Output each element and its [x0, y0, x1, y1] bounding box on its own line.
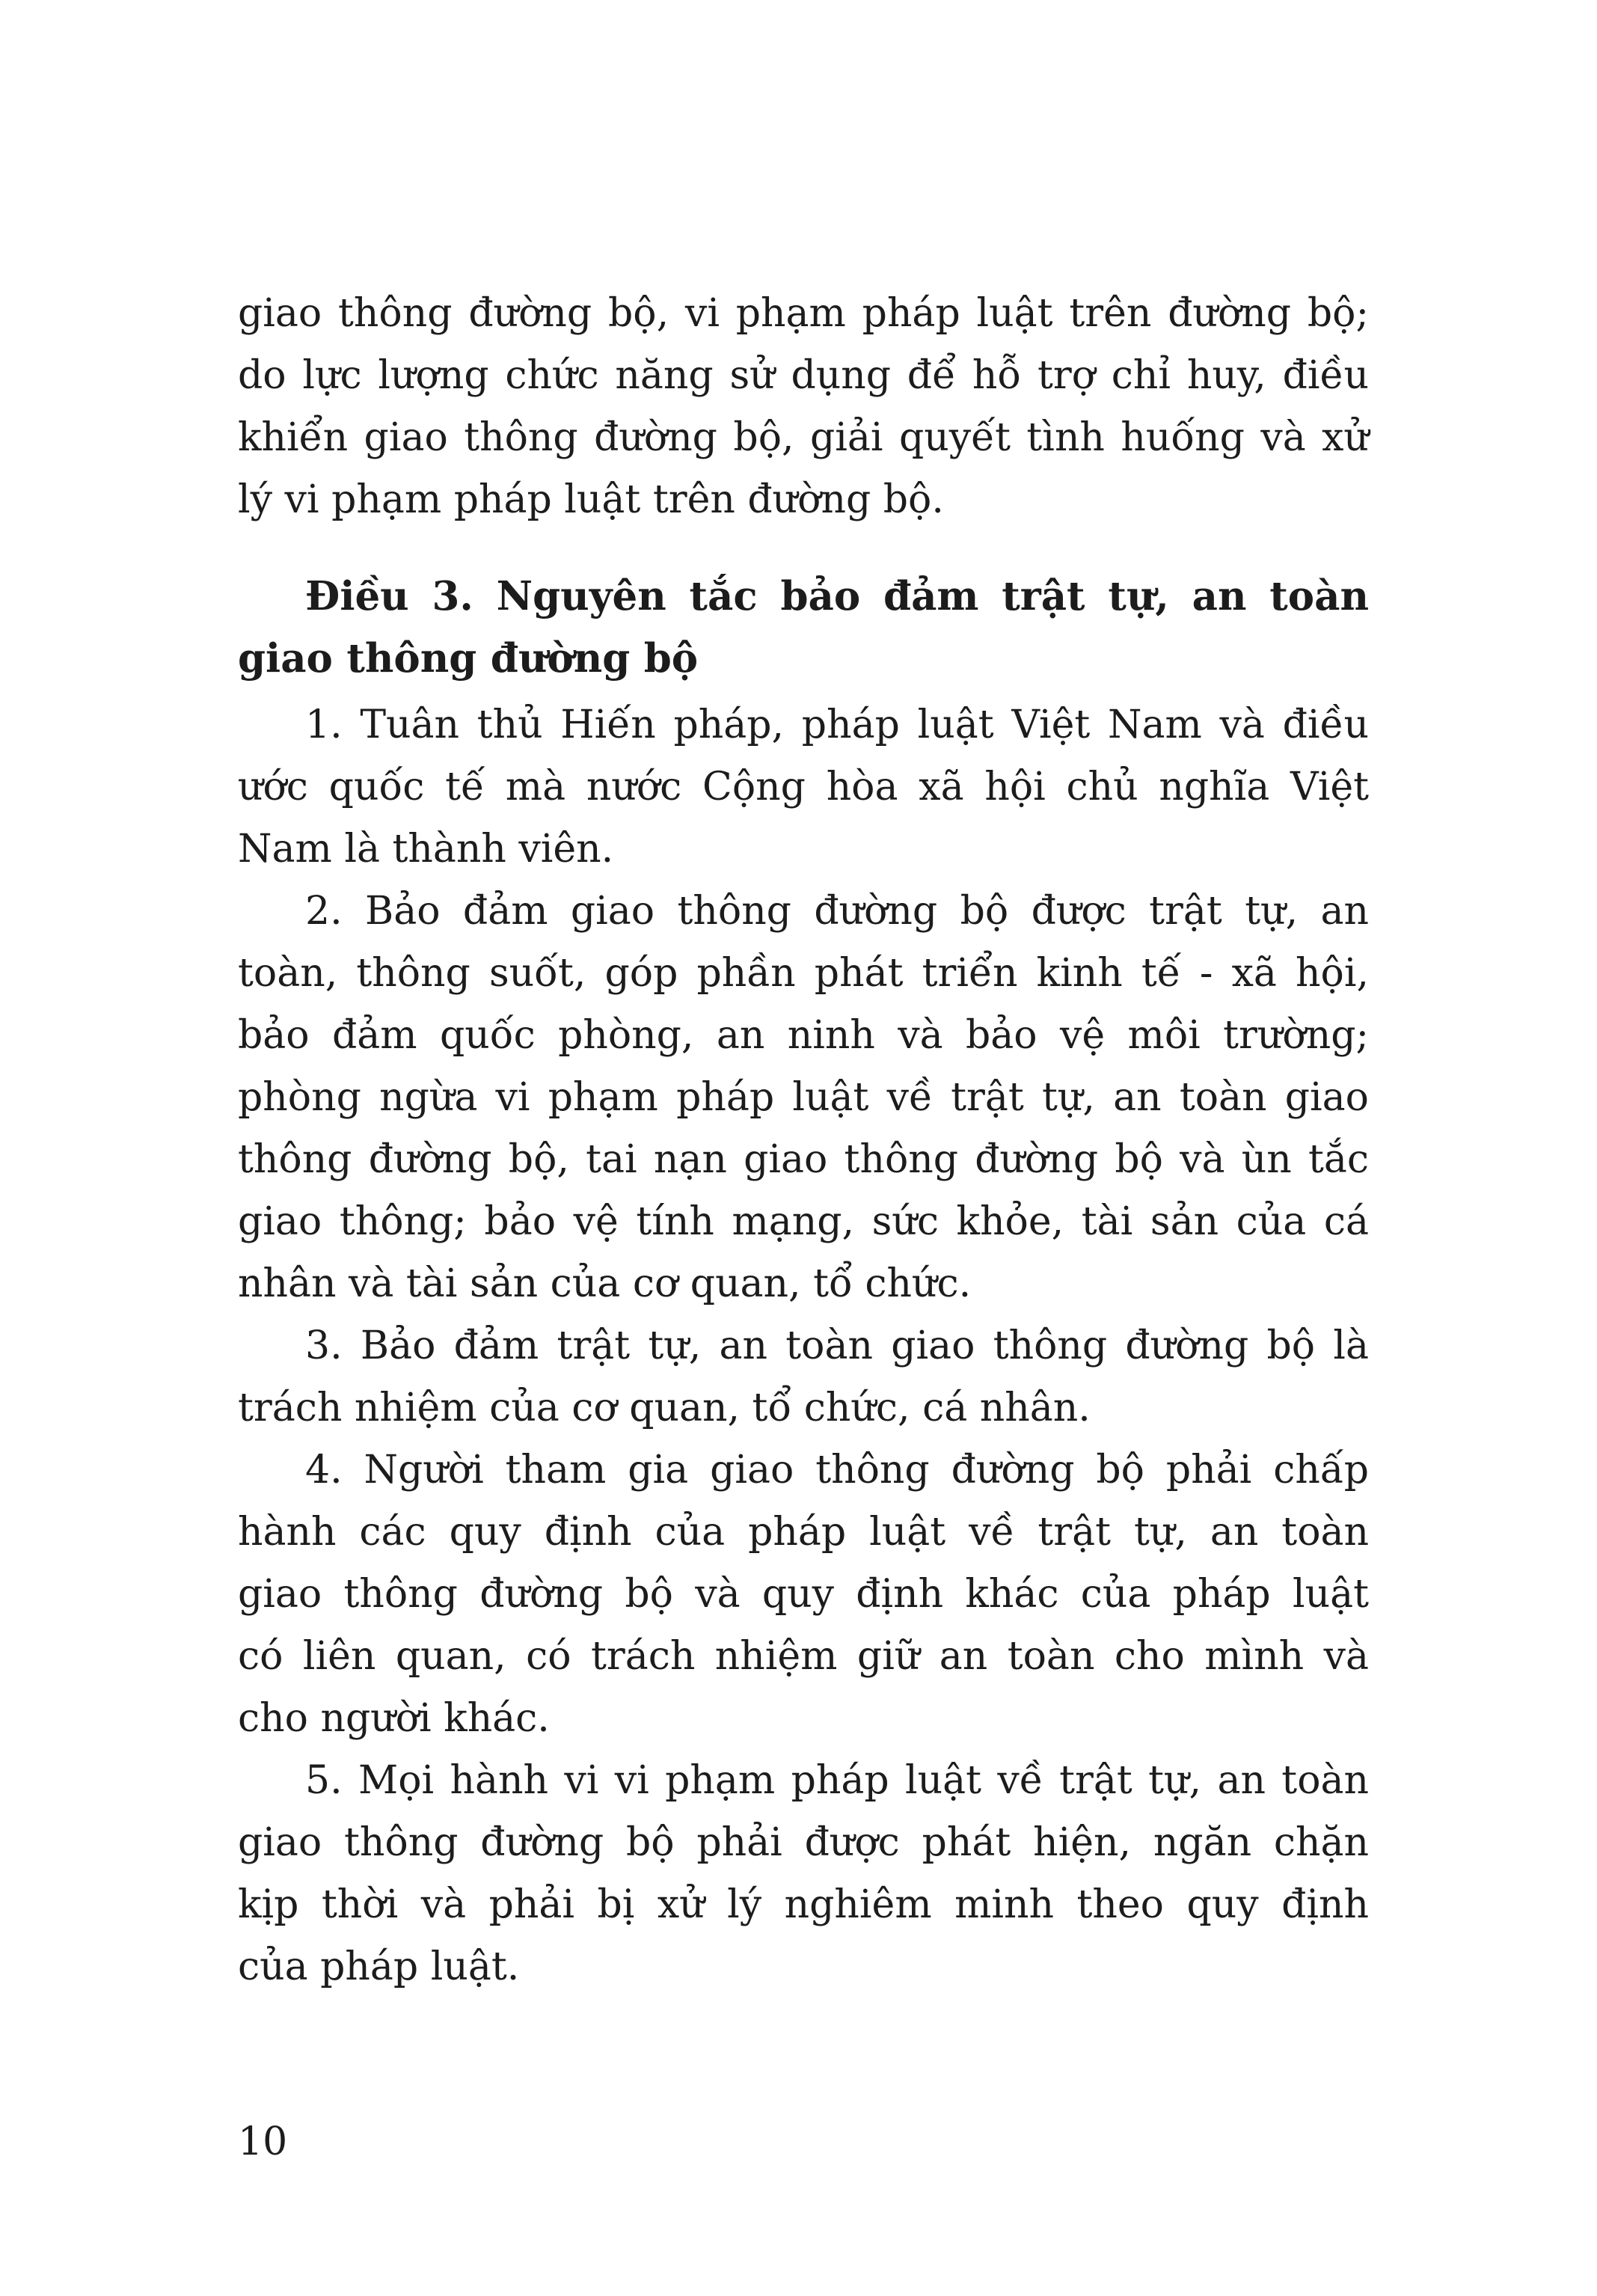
text-line: giao thông đường bộ phải được phát hiện, ngăn chặn: [238, 1820, 1369, 1865]
text-line: hành các quy định của pháp luật về trật tự, an toàn: [238, 1510, 1369, 1555]
text-line: 1. Tuân thủ Hiến pháp, pháp luật Việt Nam và điều: [305, 702, 1369, 747]
text-line: ước quốc tế mà nước Cộng hòa xã hội chủ nghĩa Việt: [238, 765, 1369, 809]
text-line: giao thông đường bộ và quy định khác của pháp luật: [238, 1572, 1369, 1617]
text-line: 4. Người tham gia giao thông đường bộ phải chấp: [305, 1448, 1369, 1493]
article-heading: [238, 566, 1369, 690]
intro-paragraph: [238, 283, 1369, 531]
text-line: phòng ngừa vi phạm pháp luật về trật tự, an toàn giao: [238, 1075, 1369, 1120]
document-page: [238, 283, 1369, 1998]
clause-2: [238, 881, 1369, 1315]
text-line: có liên quan, có trách nhiệm giữ an toàn cho mình và: [238, 1634, 1369, 1679]
text-line: của pháp luật.: [238, 1944, 520, 1989]
text-line: giao thông đường bộ, vi phạm pháp luật trên đường bộ;: [238, 291, 1369, 336]
clause-4: [238, 1439, 1369, 1750]
text-line: cho người khác.: [238, 1696, 550, 1741]
text-line: trách nhiệm của cơ quan, tổ chức, cá nhân.: [238, 1386, 1091, 1430]
article-title-line: giao thông đường bộ: [238, 635, 699, 682]
article-title-line: Điều 3. Nguyên tắc bảo đảm trật tự, an toàn: [305, 573, 1369, 619]
clause-3: [238, 1315, 1369, 1439]
text-line: 2. Bảo đảm giao thông đường bộ được trật tự, an: [305, 889, 1369, 934]
text-line: Nam là thành viên.: [238, 827, 614, 872]
clause-1: [238, 694, 1369, 881]
text-line: 3. Bảo đảm trật tự, an toàn giao thông đường bộ là: [305, 1323, 1369, 1368]
text-line: lý vi phạm pháp luật trên đường bộ.: [238, 477, 944, 522]
text-line: 5. Mọi hành vi vi phạm pháp luật về trật tự, an toàn: [305, 1758, 1369, 1803]
text-line: do lực lượng chức năng sử dụng để hỗ trợ chỉ huy, điều: [238, 353, 1369, 398]
text-line: thông đường bộ, tai nạn giao thông đường bộ và ùn tắc: [238, 1137, 1369, 1182]
page-number: 10: [238, 2119, 288, 2164]
text-line: bảo đảm quốc phòng, an ninh và bảo vệ môi trường;: [238, 1013, 1369, 1058]
text-line: giao thông; bảo vệ tính mạng, sức khỏe, tài sản của cá: [238, 1199, 1369, 1244]
text-line: kịp thời và phải bị xử lý nghiêm minh theo quy định: [238, 1882, 1369, 1927]
clause-5: [238, 1750, 1369, 1998]
text-line: nhân và tài sản của cơ quan, tổ chức.: [238, 1261, 972, 1306]
text-line: khiển giao thông đường bộ, giải quyết tình huống và xử: [238, 415, 1369, 460]
text-line: toàn, thông suốt, góp phần phát triển kinh tế - xã hội,: [238, 951, 1369, 996]
